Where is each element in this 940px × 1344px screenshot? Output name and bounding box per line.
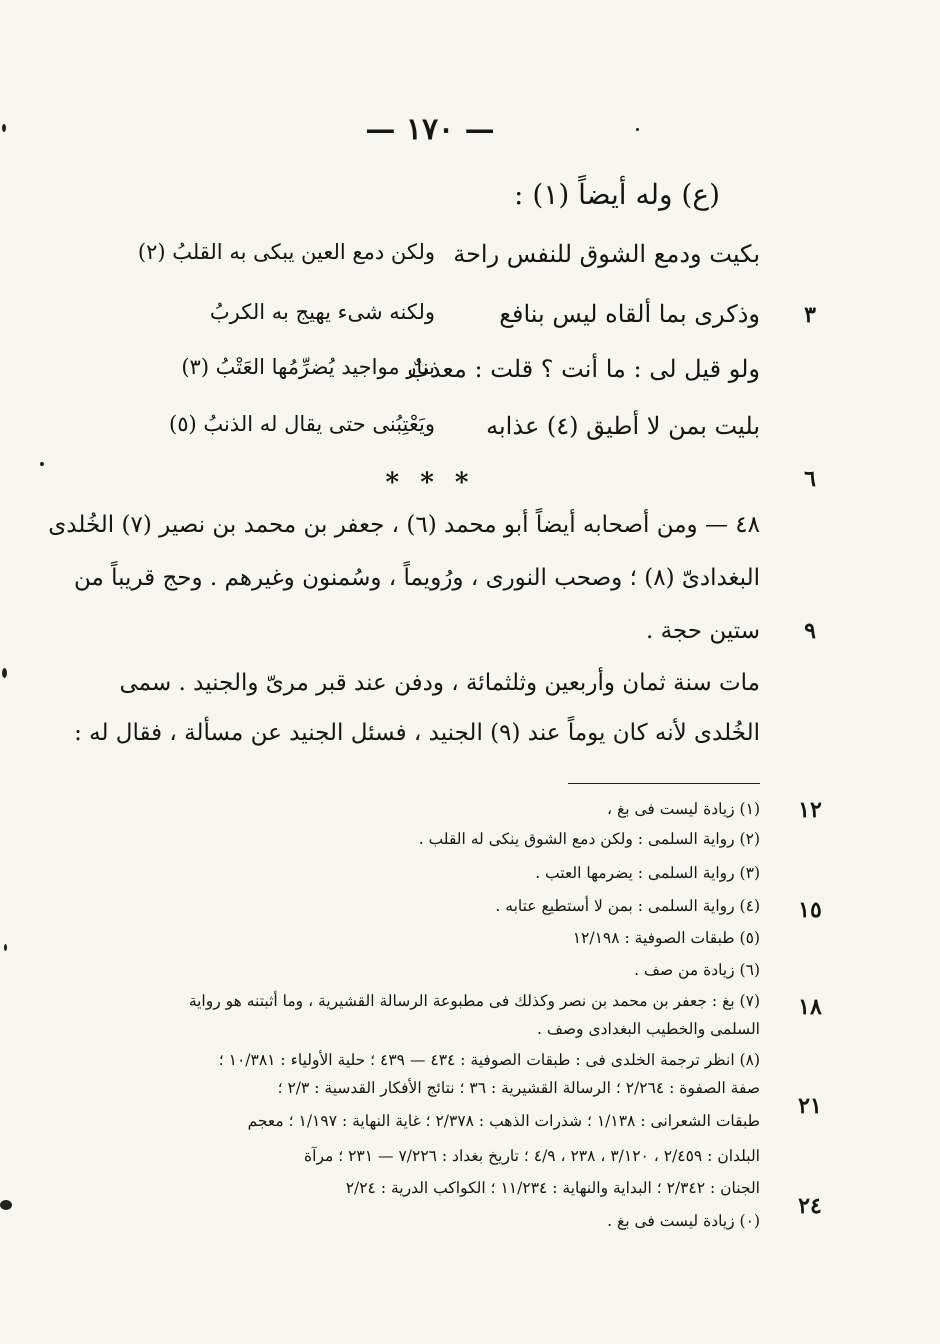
footnote-line: (٦) زيادة من صف .	[634, 961, 760, 979]
line-number: ٩	[804, 618, 816, 644]
line-number: ١٨	[798, 994, 822, 1020]
footnote-line: طبقات الشعرانى : ١/١٣٨ ؛ شذرات الذهب : ٢/٣٧٨ ؛ غاية النهاية : ١/١٩٧ ؛ معجم	[247, 1112, 760, 1130]
page-number: — ١٧٠ —	[365, 112, 495, 147]
footnote-line: (٢) رواية السلمى : ولكن دمع الشوق ينكى له القلب .	[418, 830, 760, 848]
line-number: ١٢	[798, 797, 822, 823]
footnote-line: السلمى والخطيب البغدادى وصف .	[537, 1020, 760, 1038]
verse-line	[105, 240, 760, 290]
verse-second-hemistich: ولكنه شىء يهيج به الكربُ	[209, 300, 435, 324]
footnote-line: (٤) رواية السلمى : بمن لا أستطيع عتابه .	[495, 897, 760, 915]
line-number: ٢٤	[798, 1193, 822, 1219]
footnote-line: صفة الصفوة : ٢/٢٦٤ ؛ الرسالة القشيرية : ٣٦ ؛ نتائج الأفكار القدسية : ٢/٣ ؛	[277, 1079, 760, 1097]
footnote-line: (٠) زيادة ليست فى بغ .	[607, 1212, 760, 1230]
verse-first-hemistich: وذكرى بما ألقاه ليس بنافع	[499, 300, 760, 328]
footnote-line: (٣) رواية السلمى : يضرمها العتب .	[535, 864, 760, 882]
section-separator: * * *	[385, 468, 475, 498]
prose-line: ٤٨ — ومن أصحابه أيضاً أبو محمد (٦) ، جعفر بن محمد بن نصير (٧) الخُلدى	[48, 512, 760, 538]
line-number: ٢١	[798, 1093, 822, 1119]
verse-first-hemistich: ولو قيل لى : ما أنت ؟ قلت : معذبٌ	[407, 355, 760, 383]
verse-line	[105, 300, 760, 350]
footnote-line: (٨) انظر ترجمة الخلدى فى : طبقات الصوفية : ٤٣٤ — ٤٣٩ ؛ حلية الأولياء : ١٠/٣٨١ ؛	[218, 1051, 760, 1069]
footnote-line: (١) زيادة ليست فى بغ ،	[607, 800, 760, 818]
section-heading: (ع) وله أيضاً (١) :	[514, 178, 720, 211]
scan-speck	[40, 462, 44, 466]
footnote-line: الجنان : ٢/٣٤٢ ؛ البداية والنهاية : ١١/٢٣٤ ؛ الكواكب الدرية : ٢/٢٤	[345, 1179, 760, 1197]
verse-second-hemistich: بنار مواجيد يُضرِّمُها العَتْبُ (٣)	[181, 355, 435, 379]
scan-speck	[2, 124, 6, 132]
footnote-line: (٥) طبقات الصوفية : ١٢/١٩٨	[572, 929, 760, 947]
verse-line	[105, 355, 760, 405]
verse-first-hemistich: بليت بمن لا أطيق (٤) عذابه	[486, 412, 760, 440]
prose-line: البغدادىّ (٨) ؛ وصحب النورى ، ورُويماً ، وسُمنون وغيرهم . وحج قريباً من	[73, 565, 760, 591]
prose-line: الخُلدى لأنه كان يوماً عند (٩) الجنيد ، فسئل الجنيد عن مسألة ، فقال له :	[74, 720, 760, 746]
verse-second-hemistich: ولكن دمع العين يبكى به القلبُ (٢)	[137, 240, 435, 264]
scan-speck	[2, 668, 7, 678]
verse-line	[105, 412, 760, 462]
prose-line: مات سنة ثمان وأربعين وثلثمائة ، ودفن عند قبر مرىّ والجنيد . سمى	[119, 670, 760, 696]
line-number: ٣	[804, 302, 816, 328]
scan-speck	[636, 128, 639, 131]
prose-line: ستين حجة .	[646, 618, 760, 644]
footnote-line: (٧) بغ : جعفر بن محمد بن نصر وكذلك فى مطبوعة الرسالة القشيرية ، وما أثبتنه هو رواية	[188, 992, 760, 1010]
footnote-line: البلدان : ٢/٤٥٩ ، ٣/١٢٠ ، ٢٣٨ ، ٤/٩ ؛ تاريخ بغداد : ٧/٢٢٦ — ٢٣١ ؛ مرآة	[304, 1147, 760, 1165]
verse-second-hemistich: ويَعْتِبُنى حتى يقال له الذنبُ (٥)	[168, 412, 435, 436]
line-number: ١٥	[798, 897, 822, 923]
verse-first-hemistich: بكيت ودمع الشوق للنفس راحة	[453, 240, 760, 268]
line-number: ٦	[804, 466, 816, 492]
scan-speck	[4, 944, 7, 951]
footnote-divider	[568, 783, 760, 784]
scan-speck	[0, 1200, 12, 1210]
